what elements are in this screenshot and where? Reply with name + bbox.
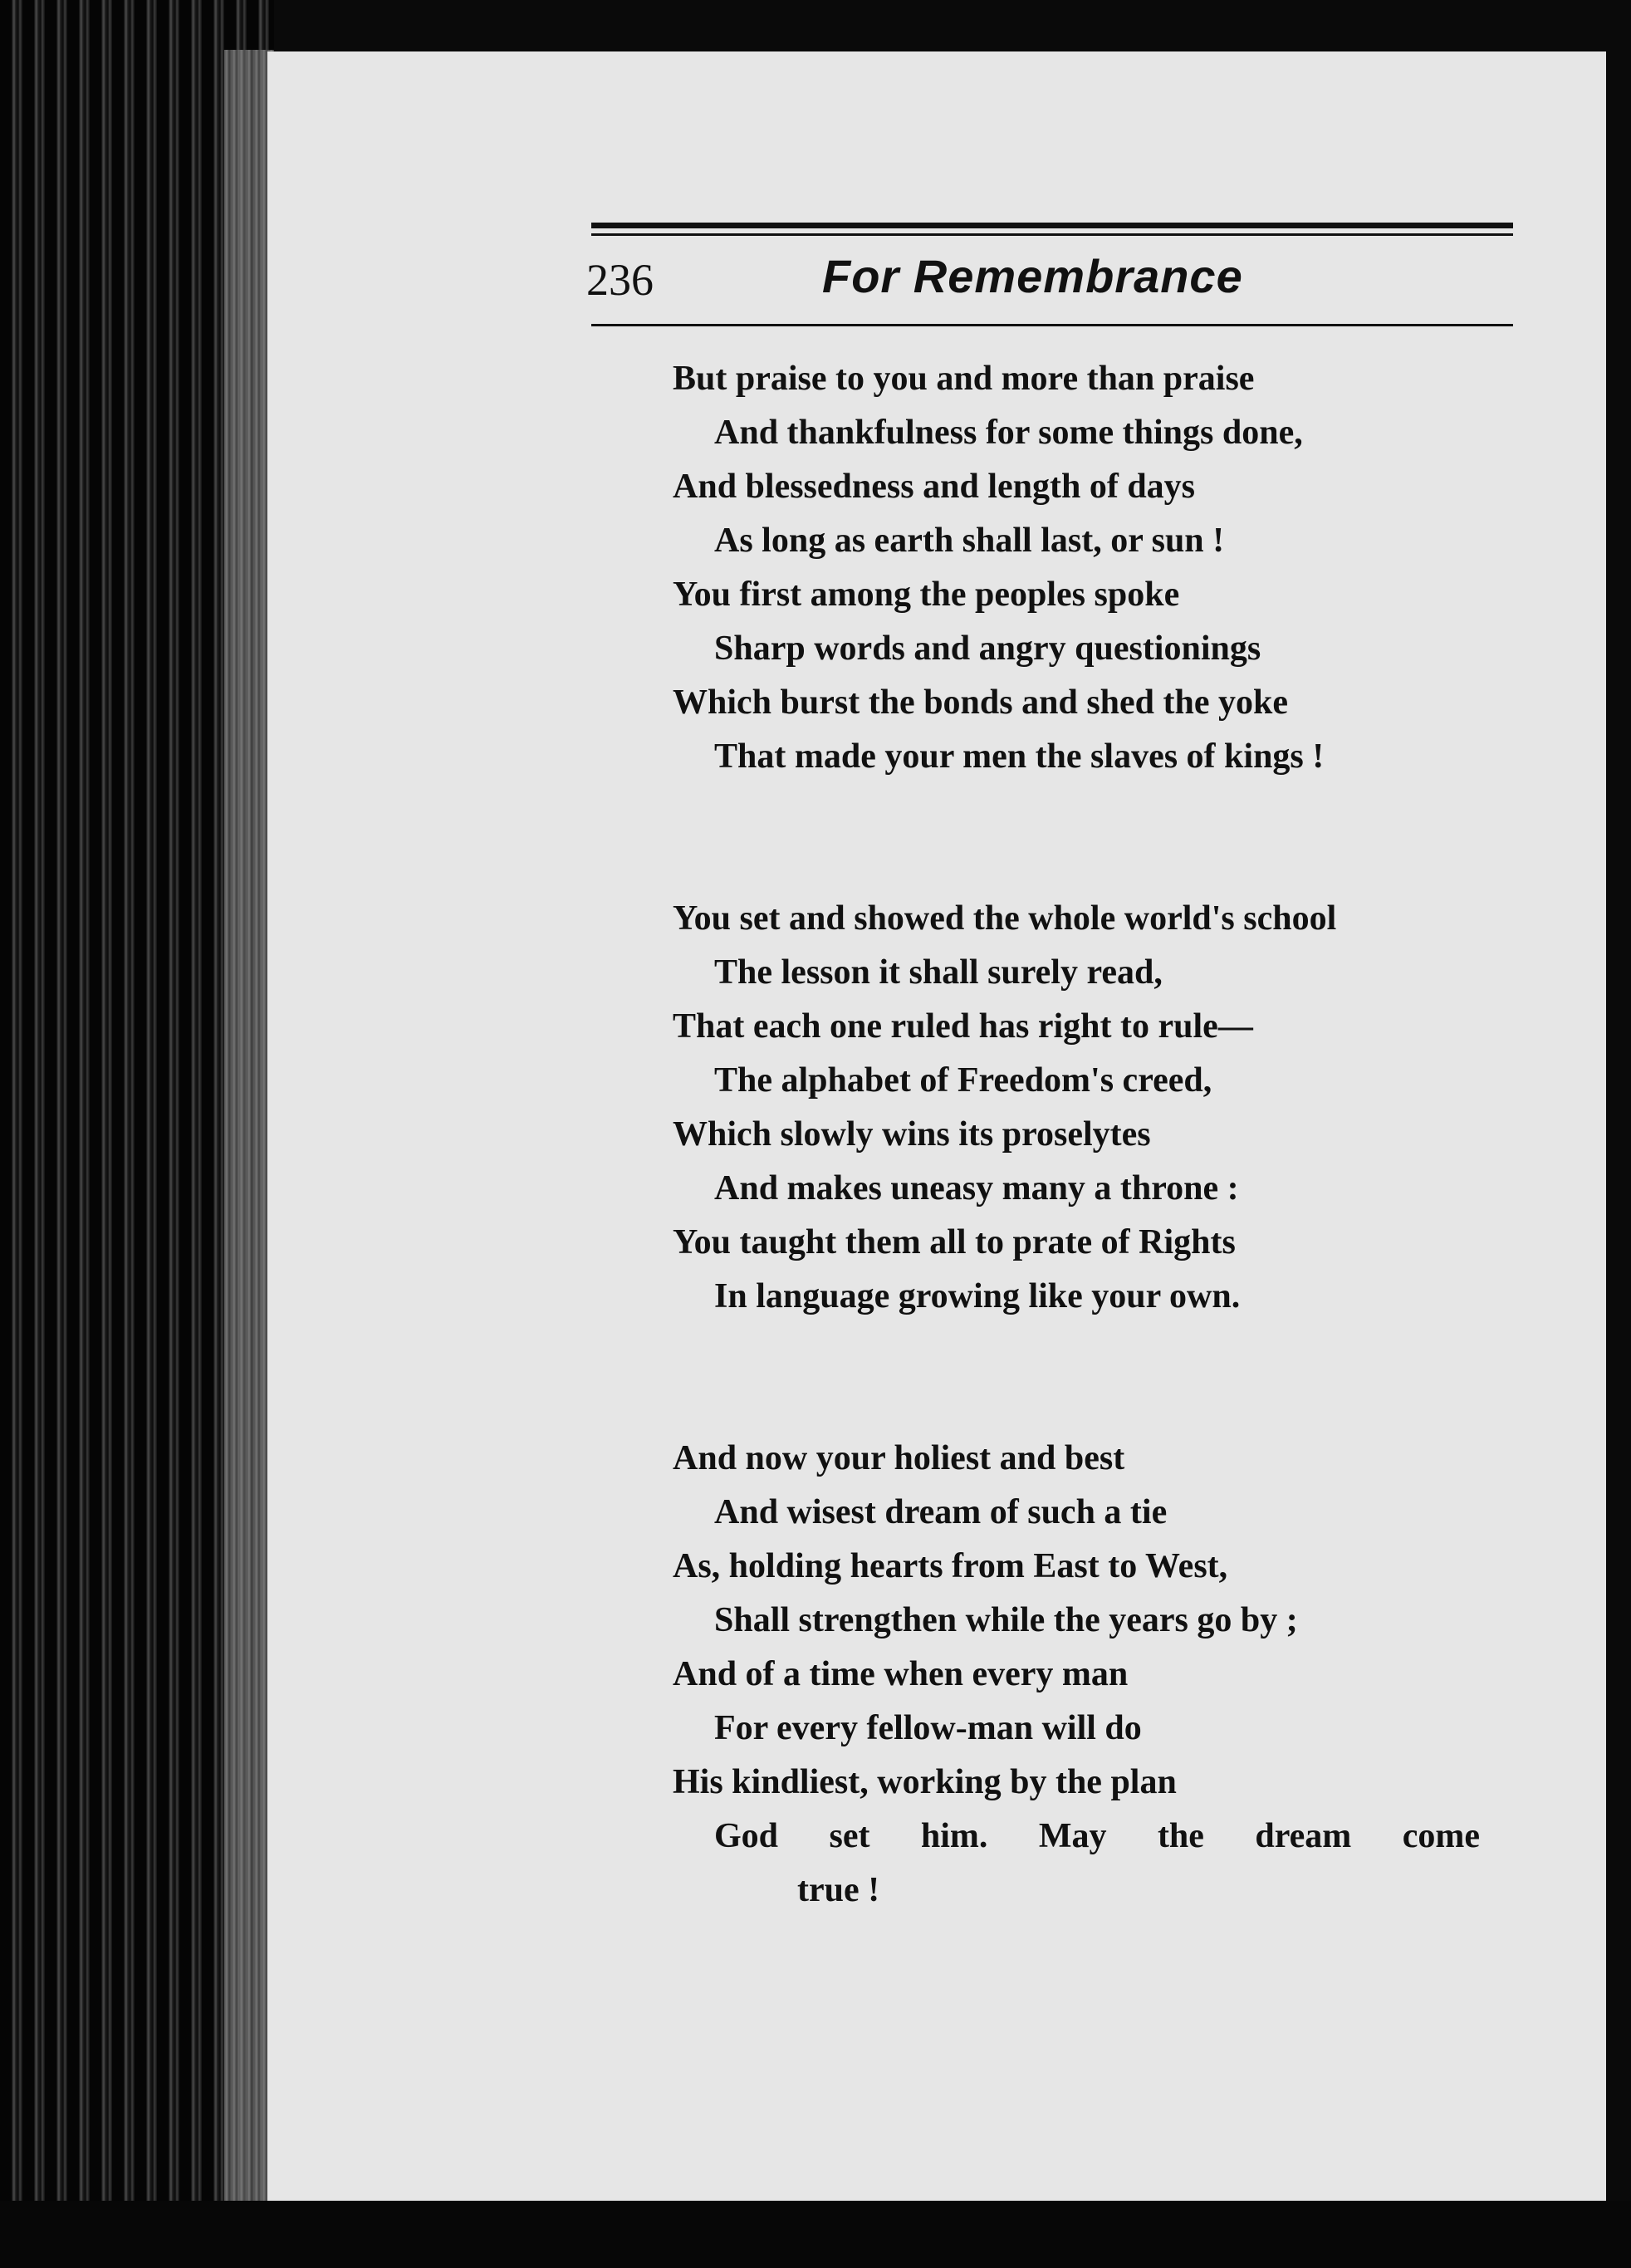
poem-line: And now your holiest and best [673, 1439, 1125, 1477]
poem-word: the [1157, 1817, 1204, 1855]
running-title: For Remembrance [822, 250, 1243, 302]
poem-line: You taught them all to prate of Rights [673, 1223, 1236, 1261]
poem-line: You set and showed the whole world's school [673, 899, 1337, 938]
poem-line: In language growing like your own. [714, 1277, 1241, 1315]
poem-line: For every fellow-man will do [714, 1709, 1142, 1747]
stanza-3 [673, 1432, 1511, 1918]
poem-line: As, holding hearts from East to West, [673, 1547, 1228, 1585]
stanza-1 [673, 352, 1511, 784]
poem-line: But praise to you and more than praise [673, 360, 1255, 398]
poem-line-continuation: true ! [797, 1871, 880, 1909]
scan-bottom-border [0, 2201, 1631, 2268]
poem-word: dream [1255, 1817, 1352, 1855]
poem-word: May [1038, 1817, 1107, 1855]
poem-line: Sharp words and angry questionings [714, 629, 1261, 668]
poem-word: him. [920, 1817, 988, 1855]
header-rule-thin [591, 233, 1513, 236]
poem-line: You first among the peoples spoke [673, 576, 1180, 614]
stanza-gap [673, 784, 1511, 892]
poem-line: And wisest dream of such a tie [714, 1493, 1168, 1531]
poem-word: God [714, 1817, 779, 1855]
poem-line: Which burst the bonds and shed the yoke [673, 683, 1289, 722]
poem-line: Which slowly wins its proselytes [673, 1115, 1151, 1154]
poem-line: And blessedness and length of days [673, 468, 1196, 506]
poem-body [673, 352, 1511, 1918]
stanza-gap [673, 1324, 1511, 1432]
header-rule-thick [591, 223, 1513, 228]
poem-line: And thankfulness for some things done, [714, 414, 1303, 452]
poem-line: And makes uneasy many a throne : [714, 1169, 1239, 1207]
poem-line: And of a time when every man [673, 1655, 1129, 1693]
book-page-edges [0, 0, 274, 2268]
poem-line: That each one ruled has right to rule— [673, 1007, 1253, 1046]
poem-line: Shall strengthen while the years go by ; [714, 1601, 1298, 1639]
page-number: 236 [586, 255, 654, 305]
poem-line: As long as earth shall last, or sun ! [714, 522, 1225, 560]
poem-line: His kindliest, working by the plan [673, 1763, 1177, 1801]
poem-line: The lesson it shall surely read, [714, 953, 1163, 992]
stanza-2 [673, 892, 1511, 1324]
poem-line: That made your men the slaves of kings ! [714, 737, 1325, 776]
poem-line-justified [673, 1810, 1511, 1864]
poem-word: come [1402, 1817, 1480, 1855]
scan-right-border [1606, 0, 1631, 2268]
poem-line: The alphabet of Freedom's creed, [714, 1061, 1212, 1100]
poem-word: set [829, 1817, 870, 1855]
header-rule-bottom [591, 324, 1513, 326]
